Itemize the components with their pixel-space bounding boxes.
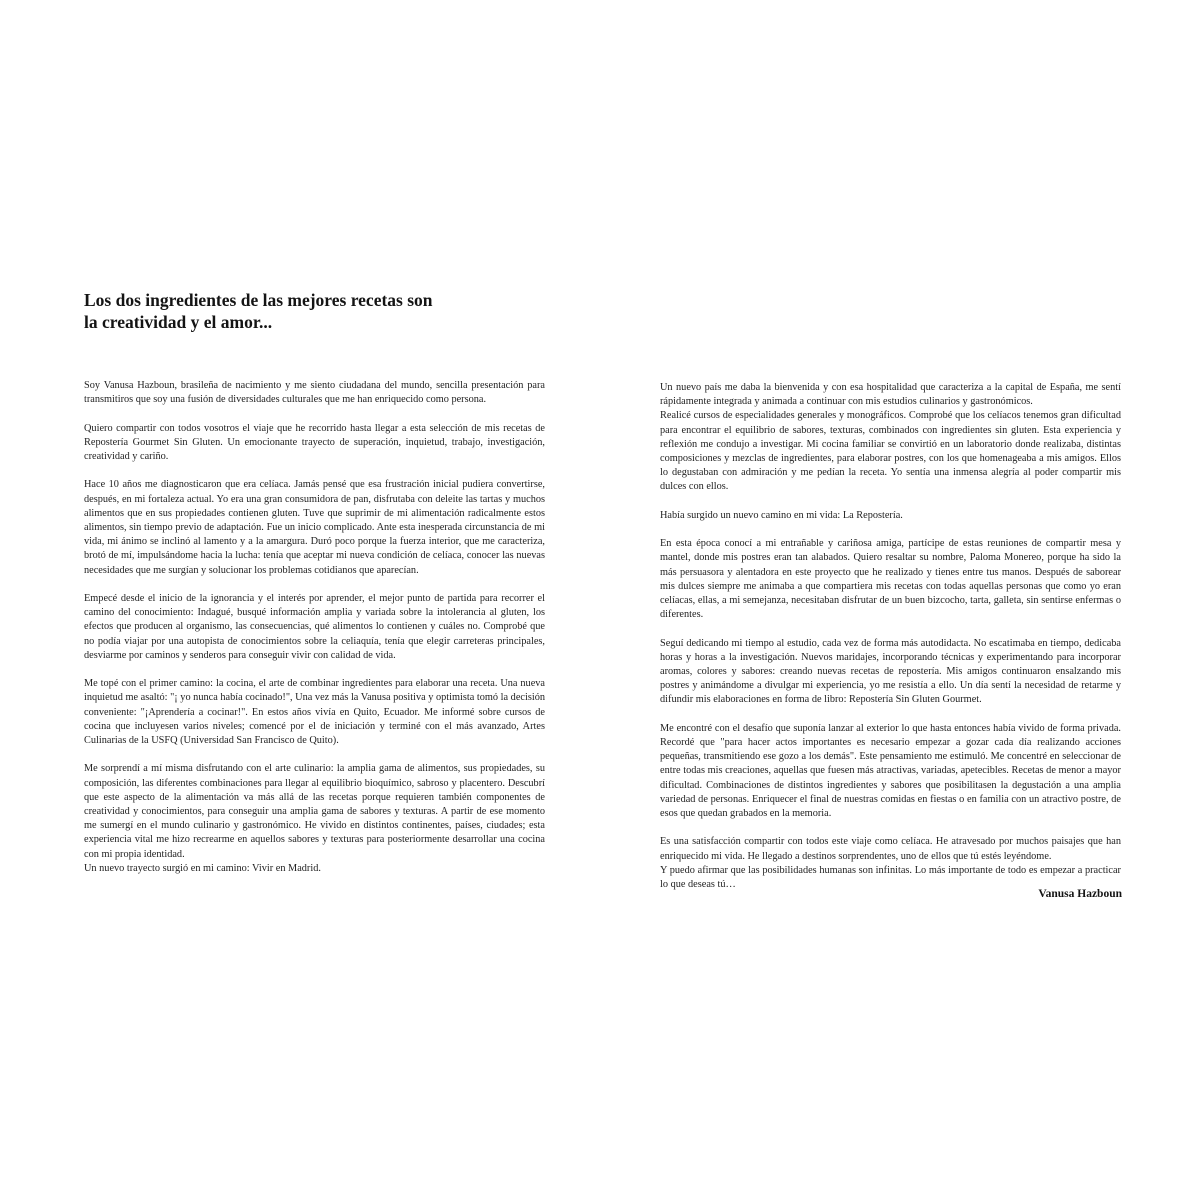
paragraph: Me topé con el primer camino: la cocina, el arte de combinar ingredientes para elaborar una receta. Una nueva inquietud me asaltó: "¡ yo nunca había cocinado!", Una vez más la Vanusa positiva y optimista tomó la decisión conveniente: "¡Aprendería a cocinar!". En estos años vivía en Quito, Ecuador. Me informé sobre cursos de cocina que incluyesen varios niveles; comencé por el de iniciación y terminé con el más avanzado, Artes Culinarias de la USFQ (Universidad San Francisco de Quito). [84, 678, 545, 747]
paragraph: Un nuevo trayecto surgió en mi camino: Vivir en Madrid. [84, 862, 321, 874]
paragraph: Un nuevo país me daba la bienvenida y con esa hospitalidad que caracteriza a la capital de España, me sentí rápidamente integrada y animada a continuar con mis estudios culinarios y gastronómicos. [660, 382, 1121, 408]
page-title [84, 289, 564, 333]
paragraph: En esta época conocí a mi entrañable y cariñosa amiga, partícipe de estas reuniones de compartir mesa y mantel, donde mis postres eran tan alabados. Quiero resaltar su nombre, Paloma Monereo, porque ha sido la más persuasora y alentadora en este proyecto que he realizado y tienes entre tus manos. Después de saborear mis dulces siempre me animaba a que compartiera mis recetas con todas aquellas personas que como yo eran celíacas, ellas, a mi semejanza, necesitaban disfrutar de un buen bizcocho, tarta, galleta, sin sentirse enfermas o diferentes. [660, 538, 1121, 621]
paragraph: Seguí dedicando mi tiempo al estudio, cada vez de forma más autodidacta. No escatimaba en tiempo, dedicaba horas y horas a la investigación. Nuevos maridajes, incorporando técnicas y experimentando para incorporar aromas, colores y sabores: creando nuevas recetas de repostería. Mis amigos continuaron ensalzando mis postres y animándome a divulgar mi experiencia, yo me resistía a ello. Un día sentí la necesidad de retarme y difundir mis elaboraciones en forma de libro: Repostería Sin Gluten Gourmet. [660, 637, 1121, 706]
paragraph: Hace 10 años me diagnosticaron que era celíaca. Jamás pensé que esa frustración inicial pudiera convertirse, después, en mi fortaleza actual. Yo era una gran consumidora de pan, disfrutaba con deleite las tartas y muchos alimentos que en sus propiedades contienen gluten. Tuve que suprimir de mi alimentación radicalmente estos alimentos, sin tiempo previo de adaptación. Fue un inicio complicado. Ante esta inesperada circunstancia de mi vida, mi ánimo se inclinó al lamento y a la amargura. Duró poco porque la fuerza interior, que me caracteriza, brotó de mí, impulsándome hacia la lucha: tenía que aceptar mi nueva condición de celíaca, conocer las nuevas necesidades que me surgían y solucionar los problemas cotidianos que aparecían. [84, 479, 545, 576]
paragraph: Me encontré con el desafío que suponía lanzar al exterior lo que hasta entonces había vivido de forma privada. Recordé que "para hacer actos importantes es necesario empezar a gozar cada día realizando acciones pequeñas, transmitiendo ese gozo a los demás". Este pensamiento me estimuló. Me concentré en seleccionar de entre todas mis creaciones, aquellas que fuesen más atractivas, variadas, apetecibles. Recetas de menor a mayor dificultad. Combinaciones de distintos ingredientes y sabores que posibilitasen la degustación a una amplia variedad de personas. Enriquecer el final de nuestras comidas en fiestas o en familia con un atractivo postre, de esos que quedan grabados en la memoria. [660, 722, 1121, 820]
paragraph: Empecé desde el inicio de la ignorancia y el interés por aprender, el mejor punto de partida para recorrer el camino del conocimiento: Indagué, busqué información amplia y variada sobre la intolerancia al gluten, los efectos que producen al organismo, las consecuencias, qué alimentos lo contienen y cuáles no. Comprobé que no podía viajar por una autopista de conocimientos sobre la celiaquía, tenía que elegir carreteras principales, desviarme por caminos y senderos para conseguir vivir con calidad de vida. [84, 593, 545, 661]
title-line-1: Los dos ingredientes de las mejores recetas son [84, 290, 433, 310]
paragraph: Es una satisfacción compartir con todos este viaje como celíaca. He atravesado por muchos paisajes que han enriquecido mi vida. He llegado a destinos sorprendentes, uno de ellos que tú estés leyéndome. [660, 836, 1121, 862]
paragraph: Soy Vanusa Hazboun, brasileña de nacimiento y me siento ciudadana del mundo, sencilla presentación para transmitiros que soy una fusión de diversidades culturales que me han enriquecido como persona. [84, 380, 545, 406]
title-line-2: la creatividad y el amor... [84, 312, 273, 332]
paragraph: Y puedo afirmar que las posibilidades humanas son infinitas. Lo más importante de todo es empezar a practicar lo que deseas tú… [660, 864, 1121, 891]
left-text-column [84, 379, 545, 890]
paragraph: Quiero compartir con todos vosotros el viaje que he recorrido hasta llegar a esta selección de mis recetas de Repostería Gourmet Sin Gluten. Un emocionante trayecto de superación, inquietud, trabajo, investigación, creatividad y cariño. [84, 422, 545, 462]
right-text-column [660, 381, 1121, 906]
paragraph: Me sorprendí a mí misma disfrutando con el arte culinario: la amplia gama de alimentos, sus propiedades, su composición, las diferentes combinaciones para llegar al equilibrio bioquímico, sabroso y placentero. Descubrí que este aspecto de la alimentación va más allá de las recetas porque requieren también componentes de creatividad y conocimientos, para conseguir una amplia gama de sabores y texturas. A partir de ese momento me sumergí en el mundo culinario y gastronómico. He vivido en distintos continentes, países, ciudades; esta experiencia vital me hizo recrearme en aquellos sabores y texturas para posteriormente desarrollar una cocina con mi propia identidad. [84, 763, 545, 860]
author-signature: Vanusa Hazboun [1038, 888, 1122, 900]
paragraph: Realicé cursos de especialidades generales y monográficos. Comprobé que los celíacos tenemos gran dificultad para encontrar el equilibrio de sabores, texturas, combinados con ingredientes sin gluten. Esta experiencia y reflexión me condujo a investigar. Mi cocina familiar se convirtió en un laboratorio donde realizaba, distintas composiciones y mezclas de ingredientes, para elaborar postres, con los que homenageaba a mis amigos. Ellos lo degustaban con admiración y me pedían la receta. Yo sentía una inmensa alegría al poder compartir mis dulces con ellos. [660, 410, 1121, 493]
paragraph: Había surgido un nuevo camino en mi vida: La Repostería. [660, 509, 903, 521]
